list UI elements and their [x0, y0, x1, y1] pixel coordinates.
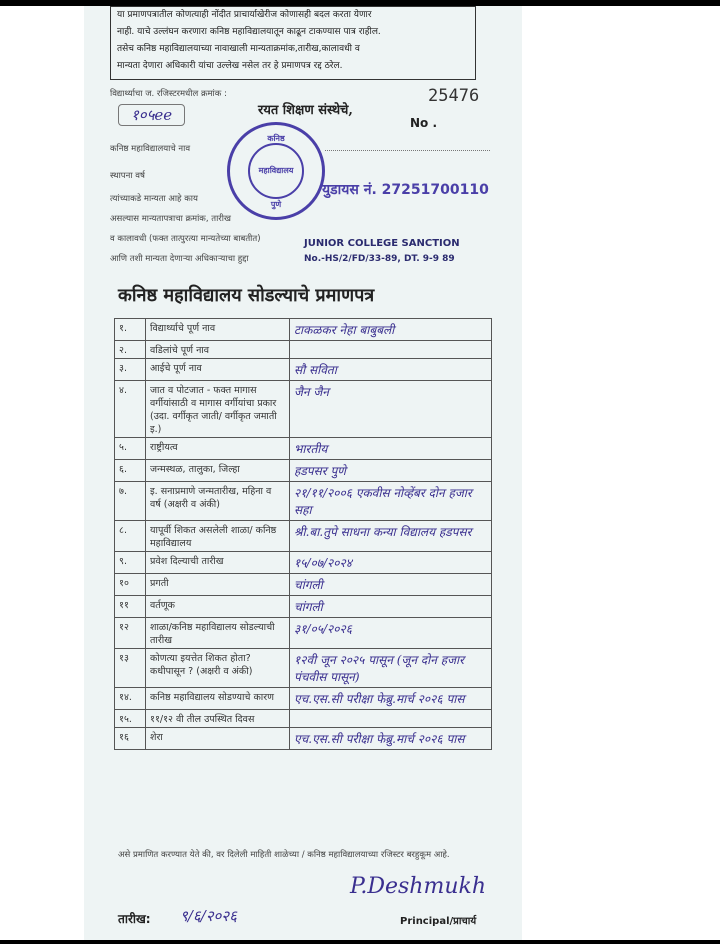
row-num: १२	[115, 618, 146, 649]
row-value: एच.एस.सी परीक्षा फेब्रु.मार्च २०२६ पास	[290, 728, 492, 750]
table-row	[115, 460, 492, 482]
row-num: ४.	[115, 381, 146, 438]
row-label: वडिलांचे पूर्ण नाव	[146, 341, 290, 359]
row-value: १२वी जून २०२५ पासून (जून दोन हजार पंचवीस पासून)	[290, 649, 492, 688]
table-row	[115, 618, 492, 649]
sanction-stamp-line2: No.-HS/2/FD/33-89, DT. 9-9 89	[304, 254, 455, 264]
row-num: ७.	[115, 482, 146, 521]
row-num: ८.	[115, 521, 146, 552]
row-label: शेरा	[146, 728, 290, 750]
principal-label: Principal/प्राचार्य	[400, 916, 477, 927]
table-row	[115, 728, 492, 750]
background-left	[0, 6, 84, 940]
table-row	[115, 319, 492, 341]
row-label: कनिष्ठ महाविद्यालय सोडण्याचे कारण	[146, 688, 290, 710]
row-num: १०	[115, 574, 146, 596]
row-value: चांगली	[290, 574, 492, 596]
row-num: ३.	[115, 359, 146, 381]
row-value: श्री.बा.तुपे साधना कन्या विद्यालय हडपसर	[290, 521, 492, 552]
row-label: जन्मस्थळ, तालुका, जिल्हा	[146, 460, 290, 482]
table-row	[115, 341, 492, 359]
row-value	[290, 341, 492, 359]
register-label: विद्यार्थ्याचा ज. रजिस्टरमधील क्रमांक :	[110, 89, 227, 99]
row-num: ५.	[115, 438, 146, 460]
sanction-stamp-line1: JUNIOR COLLEGE SANCTION	[304, 238, 460, 249]
table-row	[115, 710, 492, 728]
row-label: ११/१२ वी तील उपस्थित दिवस	[146, 710, 290, 728]
row-num: ११	[115, 596, 146, 618]
est-year-label: स्थापना वर्ष	[110, 171, 145, 181]
row-label: आईचे पूर्ण नाव	[146, 359, 290, 381]
register-value: १०५ee	[118, 104, 185, 126]
dotted-line	[325, 150, 490, 151]
udise-stamp: युडायस नं. 27251700110	[322, 182, 489, 198]
principal-signature: P.Deshmukh	[350, 874, 486, 899]
table-row	[115, 359, 492, 381]
row-value: जैन जैन	[290, 381, 492, 438]
row-label: प्रवेश दिल्याची तारीख	[146, 552, 290, 574]
table-row	[115, 552, 492, 574]
row-num: ६.	[115, 460, 146, 482]
header-note-line: या प्रमाणपत्रातील कोणत्याही नोंदीत प्राचार्याखेरीज कोणासही बदल करता येणार	[117, 10, 372, 20]
row-value: चांगली	[290, 596, 492, 618]
table-row	[115, 438, 492, 460]
table-row	[115, 381, 492, 438]
certificate-table	[114, 318, 492, 750]
row-label: यापूर्वी शिकत असलेली शाळा/ कनिष्ठ महाविद्यालय	[146, 521, 290, 552]
row-label: प्रगती	[146, 574, 290, 596]
recognition-number-label: असल्यास मान्यतापत्राचा क्रमांक, तारीख	[110, 214, 231, 224]
table-row	[115, 574, 492, 596]
row-num: ९.	[115, 552, 146, 574]
row-num: १.	[115, 319, 146, 341]
period-label: व कालावधी (फक्त तात्पुरत्या मान्यतेच्या बाबतीत)	[110, 234, 261, 244]
row-label: विद्यार्थ्याचे पूर्ण नाव	[146, 319, 290, 341]
footer-note: असे प्रमाणित करण्यात येते की, वर दिलेली माहिती शाळेच्या / कनिष्ठ महाविद्यालयाच्या रजिस्टर बरहुकूम आहे.	[118, 850, 450, 860]
row-value: हडपसर पुणे	[290, 460, 492, 482]
seal-text: कनिष्ठ	[267, 134, 285, 143]
row-num: १४.	[115, 688, 146, 710]
row-value: १५/०७/२०२४	[290, 552, 492, 574]
table-row	[115, 649, 492, 688]
seal-text: महाविद्यालय	[258, 166, 294, 175]
table-row	[115, 482, 492, 521]
row-label: राष्ट्रीयत्व	[146, 438, 290, 460]
table-row	[115, 688, 492, 710]
row-value: २१/११/२००६ एकवीस नोव्हेंबर दोन हजार सहा	[290, 482, 492, 521]
row-label: कोणत्या इयत्तेत शिकत होता? कधीपासून ? (अक्षरी व अंकी)	[146, 649, 290, 688]
serial-label: No .	[410, 116, 438, 130]
row-label: जात व पोटजात - फक्त मागास वर्गीयांसाठी व मागास वर्गीयांचा प्रकार (उदा. वर्गीकृत जाती/ वर्गीकृत जमाती इ.)	[146, 381, 290, 438]
row-value: ३१/०५/२०२६	[290, 618, 492, 649]
recognition-label: त्यांच्याकडे मान्यता आहे काय	[110, 194, 198, 204]
row-value: सौ सविता	[290, 359, 492, 381]
certificate-title: कनिष्ठ महाविद्यालय सोडल्याचे प्रमाणपत्र	[118, 285, 375, 306]
row-value: एच.एस.सी परीक्षा फेब्रु.मार्च २०२६ पास	[290, 688, 492, 710]
college-seal	[227, 122, 325, 220]
header-note-line: नाही. याचे उल्लंघन करणारा कनिष्ठ महाविद्यालयातून काढून टाकण्यास पात्र राहील.	[117, 27, 381, 37]
header-note-line: तसेच कनिष्ठ महाविद्यालयाच्या नावाखाली मान्यताक्रमांक,तारीख,कालावधी व	[117, 44, 360, 54]
date-value: ९/६/२०२६	[180, 907, 237, 925]
row-num: २.	[115, 341, 146, 359]
serial-number: 25476	[428, 86, 480, 106]
authority-label: आणि तशी मान्यता देणाऱ्या अधिकाऱ्याचा हुद्दा	[110, 254, 249, 264]
background-right	[522, 6, 720, 940]
table-row	[115, 521, 492, 552]
header-note-line: मान्यता देणारा अधिकारी यांचा उल्लेख नसेल तर हे प्रमाणपत्र रद्द ठरेल.	[117, 61, 343, 71]
institution-name: रयत शिक्षण संस्थेचे,	[258, 103, 353, 118]
seal-text: पुणे	[270, 200, 282, 209]
college-name-label: कनिष्ठ महाविद्यालयाचे नाव	[110, 144, 191, 154]
row-label: वर्तणूक	[146, 596, 290, 618]
row-num: १३	[115, 649, 146, 688]
row-label: शाळा/कनिष्ठ महाविद्यालय सोडल्याची तारीख	[146, 618, 290, 649]
date-label: तारीख:	[118, 912, 151, 926]
row-num: १५.	[115, 710, 146, 728]
row-value: भारतीय	[290, 438, 492, 460]
header-note-box	[110, 6, 476, 80]
row-value	[290, 710, 492, 728]
table-row	[115, 596, 492, 618]
row-num: १६	[115, 728, 146, 750]
row-value: टाकळकर नेहा बाबुबली	[290, 319, 492, 341]
row-label: इ. सनाप्रमाणे जन्मतारीख, महिना व वर्ष (अक्षरी व अंकी)	[146, 482, 290, 521]
